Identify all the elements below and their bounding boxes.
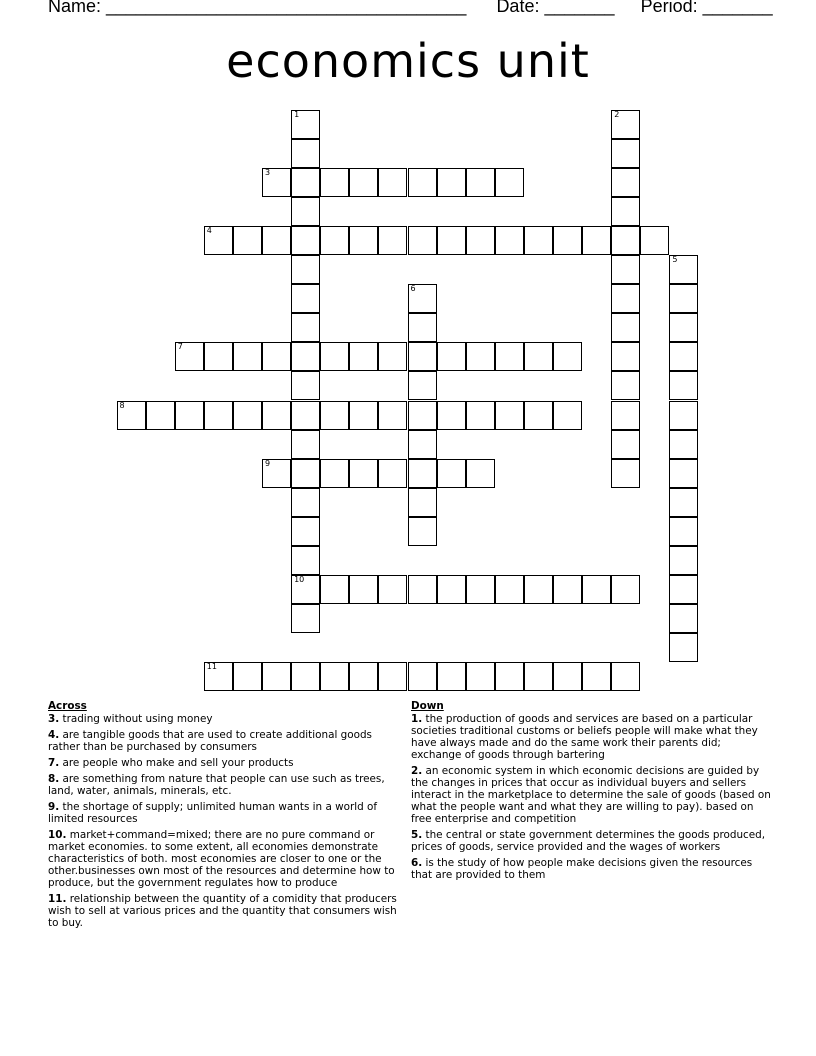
- grid-cell[interactable]: [611, 226, 640, 255]
- grid-cell[interactable]: [291, 662, 320, 691]
- grid-cell[interactable]: [291, 110, 320, 139]
- grid-cell[interactable]: [320, 459, 349, 488]
- grid-cell[interactable]: [466, 459, 495, 488]
- grid-cell[interactable]: [291, 401, 320, 430]
- grid-cell[interactable]: [408, 430, 437, 459]
- grid-cell[interactable]: [611, 342, 640, 371]
- grid-cell[interactable]: [378, 575, 407, 604]
- across-clue: [48, 713, 404, 725]
- clue-number: 2: [614, 109, 620, 119]
- grid-cell[interactable]: [669, 401, 698, 430]
- clue-text: are people who make and sell your products: [62, 757, 294, 769]
- grid-cell[interactable]: [611, 197, 640, 226]
- grid-cell[interactable]: [611, 110, 640, 139]
- grid-cell[interactable]: [495, 342, 524, 371]
- grid-cell[interactable]: [669, 313, 698, 342]
- grid-cell[interactable]: [669, 546, 698, 575]
- clue-number: 7: [177, 342, 183, 352]
- clue-number: 7.: [48, 757, 60, 769]
- grid-cell[interactable]: [262, 662, 291, 691]
- grid-cell[interactable]: [233, 401, 262, 430]
- grid-cell[interactable]: [320, 575, 349, 604]
- grid-cell[interactable]: [669, 430, 698, 459]
- grid-cell[interactable]: [437, 226, 466, 255]
- grid-cell[interactable]: [262, 459, 291, 488]
- across-heading: Across: [48, 700, 87, 712]
- grid-cell[interactable]: [408, 284, 437, 313]
- clue-number: 3.: [48, 713, 60, 725]
- grid-cell[interactable]: [291, 226, 320, 255]
- grid-cell[interactable]: [524, 342, 553, 371]
- clue-number: 9.: [48, 801, 60, 813]
- grid-cell[interactable]: [146, 401, 175, 430]
- clue-number: 11.: [48, 893, 67, 905]
- grid-cell[interactable]: [320, 168, 349, 197]
- down-clue: [411, 829, 771, 853]
- grid-cell[interactable]: [640, 226, 669, 255]
- grid-cell[interactable]: [262, 226, 291, 255]
- grid-cell[interactable]: [611, 430, 640, 459]
- grid-cell[interactable]: [553, 226, 582, 255]
- grid-cell[interactable]: [378, 168, 407, 197]
- grid-cell[interactable]: [495, 401, 524, 430]
- clue-number: 3: [265, 167, 271, 177]
- grid-cell[interactable]: [669, 342, 698, 371]
- down-clues: [411, 700, 771, 885]
- grid-cell[interactable]: [378, 459, 407, 488]
- down-clue: [411, 765, 771, 825]
- grid-cell[interactable]: [611, 168, 640, 197]
- grid-cell[interactable]: [611, 662, 640, 691]
- grid-cell[interactable]: [378, 662, 407, 691]
- clue-number: 5: [672, 255, 678, 264]
- clue-number: 1: [294, 109, 300, 119]
- name-field-label[interactable]: Name: ____________________________________: [48, 0, 467, 16]
- clue-text: the shortage of supply; unlimited human wants in a world of limited resources: [48, 801, 378, 825]
- grid-cell[interactable]: [291, 430, 320, 459]
- grid-cell[interactable]: [611, 401, 640, 430]
- grid-cell[interactable]: [466, 575, 495, 604]
- grid-cell[interactable]: [204, 342, 233, 371]
- grid-cell[interactable]: [349, 459, 378, 488]
- clue-text: market+command=mixed; there are no pure command or market economies. to some extent, all economies demonstrate characteristics of both. most economies are closer to one or the other.businesses own most of the resources and determine how to produce, but the government regulates how to produce: [48, 829, 395, 889]
- clue-text: trading without using money: [62, 713, 213, 725]
- grid-cell[interactable]: [611, 459, 640, 488]
- grid-cell[interactable]: [524, 226, 553, 255]
- grid-cell[interactable]: [117, 401, 146, 430]
- grid-cell[interactable]: [378, 342, 407, 371]
- grid-cell[interactable]: [495, 168, 524, 197]
- grid-cell[interactable]: [408, 662, 437, 691]
- grid-cell[interactable]: [669, 371, 698, 400]
- grid-cell[interactable]: [320, 401, 349, 430]
- clue-number: 10: [294, 575, 305, 585]
- grid-cell[interactable]: [320, 342, 349, 371]
- clue-number: 11: [206, 662, 217, 672]
- grid-cell[interactable]: [378, 401, 407, 430]
- grid-cell[interactable]: [669, 604, 698, 633]
- grid-cell[interactable]: [495, 226, 524, 255]
- grid-cell[interactable]: [175, 401, 204, 430]
- grid-cell[interactable]: [669, 517, 698, 546]
- clue-number: 6: [410, 284, 416, 294]
- across-clue-list: [48, 713, 404, 929]
- grid-cell[interactable]: [291, 604, 320, 633]
- clue-text: the production of goods and services are based on a particular societies traditional customs or beliefs people will make what they have always made and do the same work their parents did; exchange of goods through bartering: [411, 713, 758, 761]
- grid-cell[interactable]: [611, 371, 640, 400]
- grid-cell[interactable]: [669, 488, 698, 517]
- grid-cell[interactable]: [437, 575, 466, 604]
- grid-cell[interactable]: [291, 139, 320, 168]
- grid-cell[interactable]: [204, 401, 233, 430]
- grid-cell[interactable]: [291, 488, 320, 517]
- grid-cell[interactable]: [349, 662, 378, 691]
- grid-cell[interactable]: [408, 168, 437, 197]
- grid-cell[interactable]: [437, 342, 466, 371]
- grid-cell[interactable]: [204, 662, 233, 691]
- grid-cell[interactable]: [669, 284, 698, 313]
- clue-number: 2.: [411, 765, 423, 777]
- grid-cell[interactable]: [582, 662, 611, 691]
- grid-cell[interactable]: [291, 371, 320, 400]
- clue-number: 4.: [48, 729, 60, 741]
- grid-cell[interactable]: [611, 255, 640, 284]
- grid-cell[interactable]: [175, 342, 204, 371]
- grid-cell[interactable]: [437, 459, 466, 488]
- clue-text: is the study of how people make decisions given the resources that are provided to them: [411, 857, 753, 881]
- grid-cell[interactable]: [233, 342, 262, 371]
- grid-cell[interactable]: [349, 168, 378, 197]
- grid-cell[interactable]: [495, 662, 524, 691]
- grid-cell[interactable]: [291, 313, 320, 342]
- grid-cell[interactable]: [408, 401, 437, 430]
- grid-cell[interactable]: [320, 662, 349, 691]
- clue-number: 9: [265, 458, 271, 468]
- clue-text: the central or state government determines the goods produced, prices of goods, service provided and the wages of workers: [411, 829, 766, 853]
- grid-cell[interactable]: [524, 662, 553, 691]
- across-clues: [48, 700, 404, 933]
- clue-text: are something from nature that people can use such as trees, land, water, animals, minerals, etc.: [48, 773, 385, 797]
- grid-cell[interactable]: [611, 139, 640, 168]
- grid-cell[interactable]: [611, 284, 640, 313]
- grid-cell[interactable]: [466, 168, 495, 197]
- grid-cell[interactable]: [408, 226, 437, 255]
- grid-cell[interactable]: [408, 575, 437, 604]
- grid-cell[interactable]: [437, 662, 466, 691]
- clue-text: relationship between the quantity of a comidity that producers wish to sell at various prices and the quantity that consumers wish to buy.: [48, 893, 397, 929]
- grid-cell[interactable]: [291, 517, 320, 546]
- clue-number: 5.: [411, 829, 423, 841]
- down-clue: [411, 713, 771, 761]
- grid-cell[interactable]: [349, 226, 378, 255]
- grid-cell[interactable]: [553, 575, 582, 604]
- clue-number: 8: [119, 400, 125, 410]
- grid-cell[interactable]: [291, 255, 320, 284]
- grid-cell[interactable]: [291, 459, 320, 488]
- grid-cell[interactable]: [262, 401, 291, 430]
- grid-cell[interactable]: [349, 401, 378, 430]
- grid-cell[interactable]: [582, 226, 611, 255]
- clue-text: are tangible goods that are used to create additional goods rather than be purchased by consumers: [48, 729, 372, 753]
- across-clue: [48, 893, 404, 929]
- grid-cell[interactable]: [262, 168, 291, 197]
- grid-cell[interactable]: [669, 575, 698, 604]
- grid-cell[interactable]: [553, 401, 582, 430]
- across-clue: [48, 729, 404, 753]
- down-clue: [411, 857, 771, 881]
- grid-cell[interactable]: [233, 226, 262, 255]
- grid-cell[interactable]: [262, 342, 291, 371]
- grid-cell[interactable]: [611, 575, 640, 604]
- grid-cell[interactable]: [408, 517, 437, 546]
- grid-cell[interactable]: [233, 662, 262, 691]
- clue-number: 1.: [411, 713, 423, 725]
- grid-cell[interactable]: [524, 401, 553, 430]
- down-heading: Down: [411, 700, 444, 712]
- across-clue: [48, 773, 404, 797]
- grid-cell[interactable]: [495, 575, 524, 604]
- grid-cell[interactable]: [378, 226, 407, 255]
- grid-cell[interactable]: [669, 459, 698, 488]
- grid-cell[interactable]: [408, 459, 437, 488]
- grid-cell[interactable]: [466, 401, 495, 430]
- grid-cell[interactable]: [291, 197, 320, 226]
- across-clue: [48, 801, 404, 825]
- grid-cell[interactable]: [408, 313, 437, 342]
- grid-cell[interactable]: [408, 342, 437, 371]
- across-clue: [48, 829, 404, 889]
- grid-cell[interactable]: [291, 168, 320, 197]
- page-title: economics unit: [226, 34, 590, 88]
- clue-number: 10.: [48, 829, 67, 841]
- clue-number: 6.: [411, 857, 423, 869]
- grid-cell[interactable]: [291, 342, 320, 371]
- grid-cell[interactable]: [291, 546, 320, 575]
- down-clue-list: [411, 713, 771, 881]
- grid-cell[interactable]: [437, 168, 466, 197]
- grid-cell[interactable]: [204, 226, 233, 255]
- across-clue: [48, 757, 404, 769]
- grid-cell[interactable]: [524, 575, 553, 604]
- grid-cell[interactable]: [553, 342, 582, 371]
- grid-cell[interactable]: [669, 633, 698, 662]
- grid-cell[interactable]: [553, 662, 582, 691]
- grid-cell[interactable]: [437, 401, 466, 430]
- clue-number: 8.: [48, 773, 60, 785]
- grid-cell[interactable]: [466, 226, 495, 255]
- grid-cell[interactable]: [408, 371, 437, 400]
- date-field-label[interactable]: Date: _______: [496, 0, 615, 16]
- grid-cell[interactable]: [669, 255, 698, 284]
- grid-cell[interactable]: [291, 284, 320, 313]
- clue-number: 4: [206, 225, 212, 235]
- grid-cell[interactable]: [466, 342, 495, 371]
- period-field-label[interactable]: Period: _______: [640, 0, 773, 16]
- grid-cell[interactable]: [349, 575, 378, 604]
- grid-cell[interactable]: [611, 313, 640, 342]
- grid-cell[interactable]: [466, 662, 495, 691]
- grid-cell[interactable]: [582, 575, 611, 604]
- grid-cell[interactable]: [349, 342, 378, 371]
- grid-cell[interactable]: [320, 226, 349, 255]
- clue-text: an economic system in which economic decisions are guided by the changes in prices that occur as individual buyers and sellers interact in the marketplace to determine the sale of goods (based on what the people want and what they are willing to pay). based on free enterprise and competition: [411, 765, 771, 825]
- grid-cell[interactable]: [291, 575, 320, 604]
- grid-cell[interactable]: [408, 488, 437, 517]
